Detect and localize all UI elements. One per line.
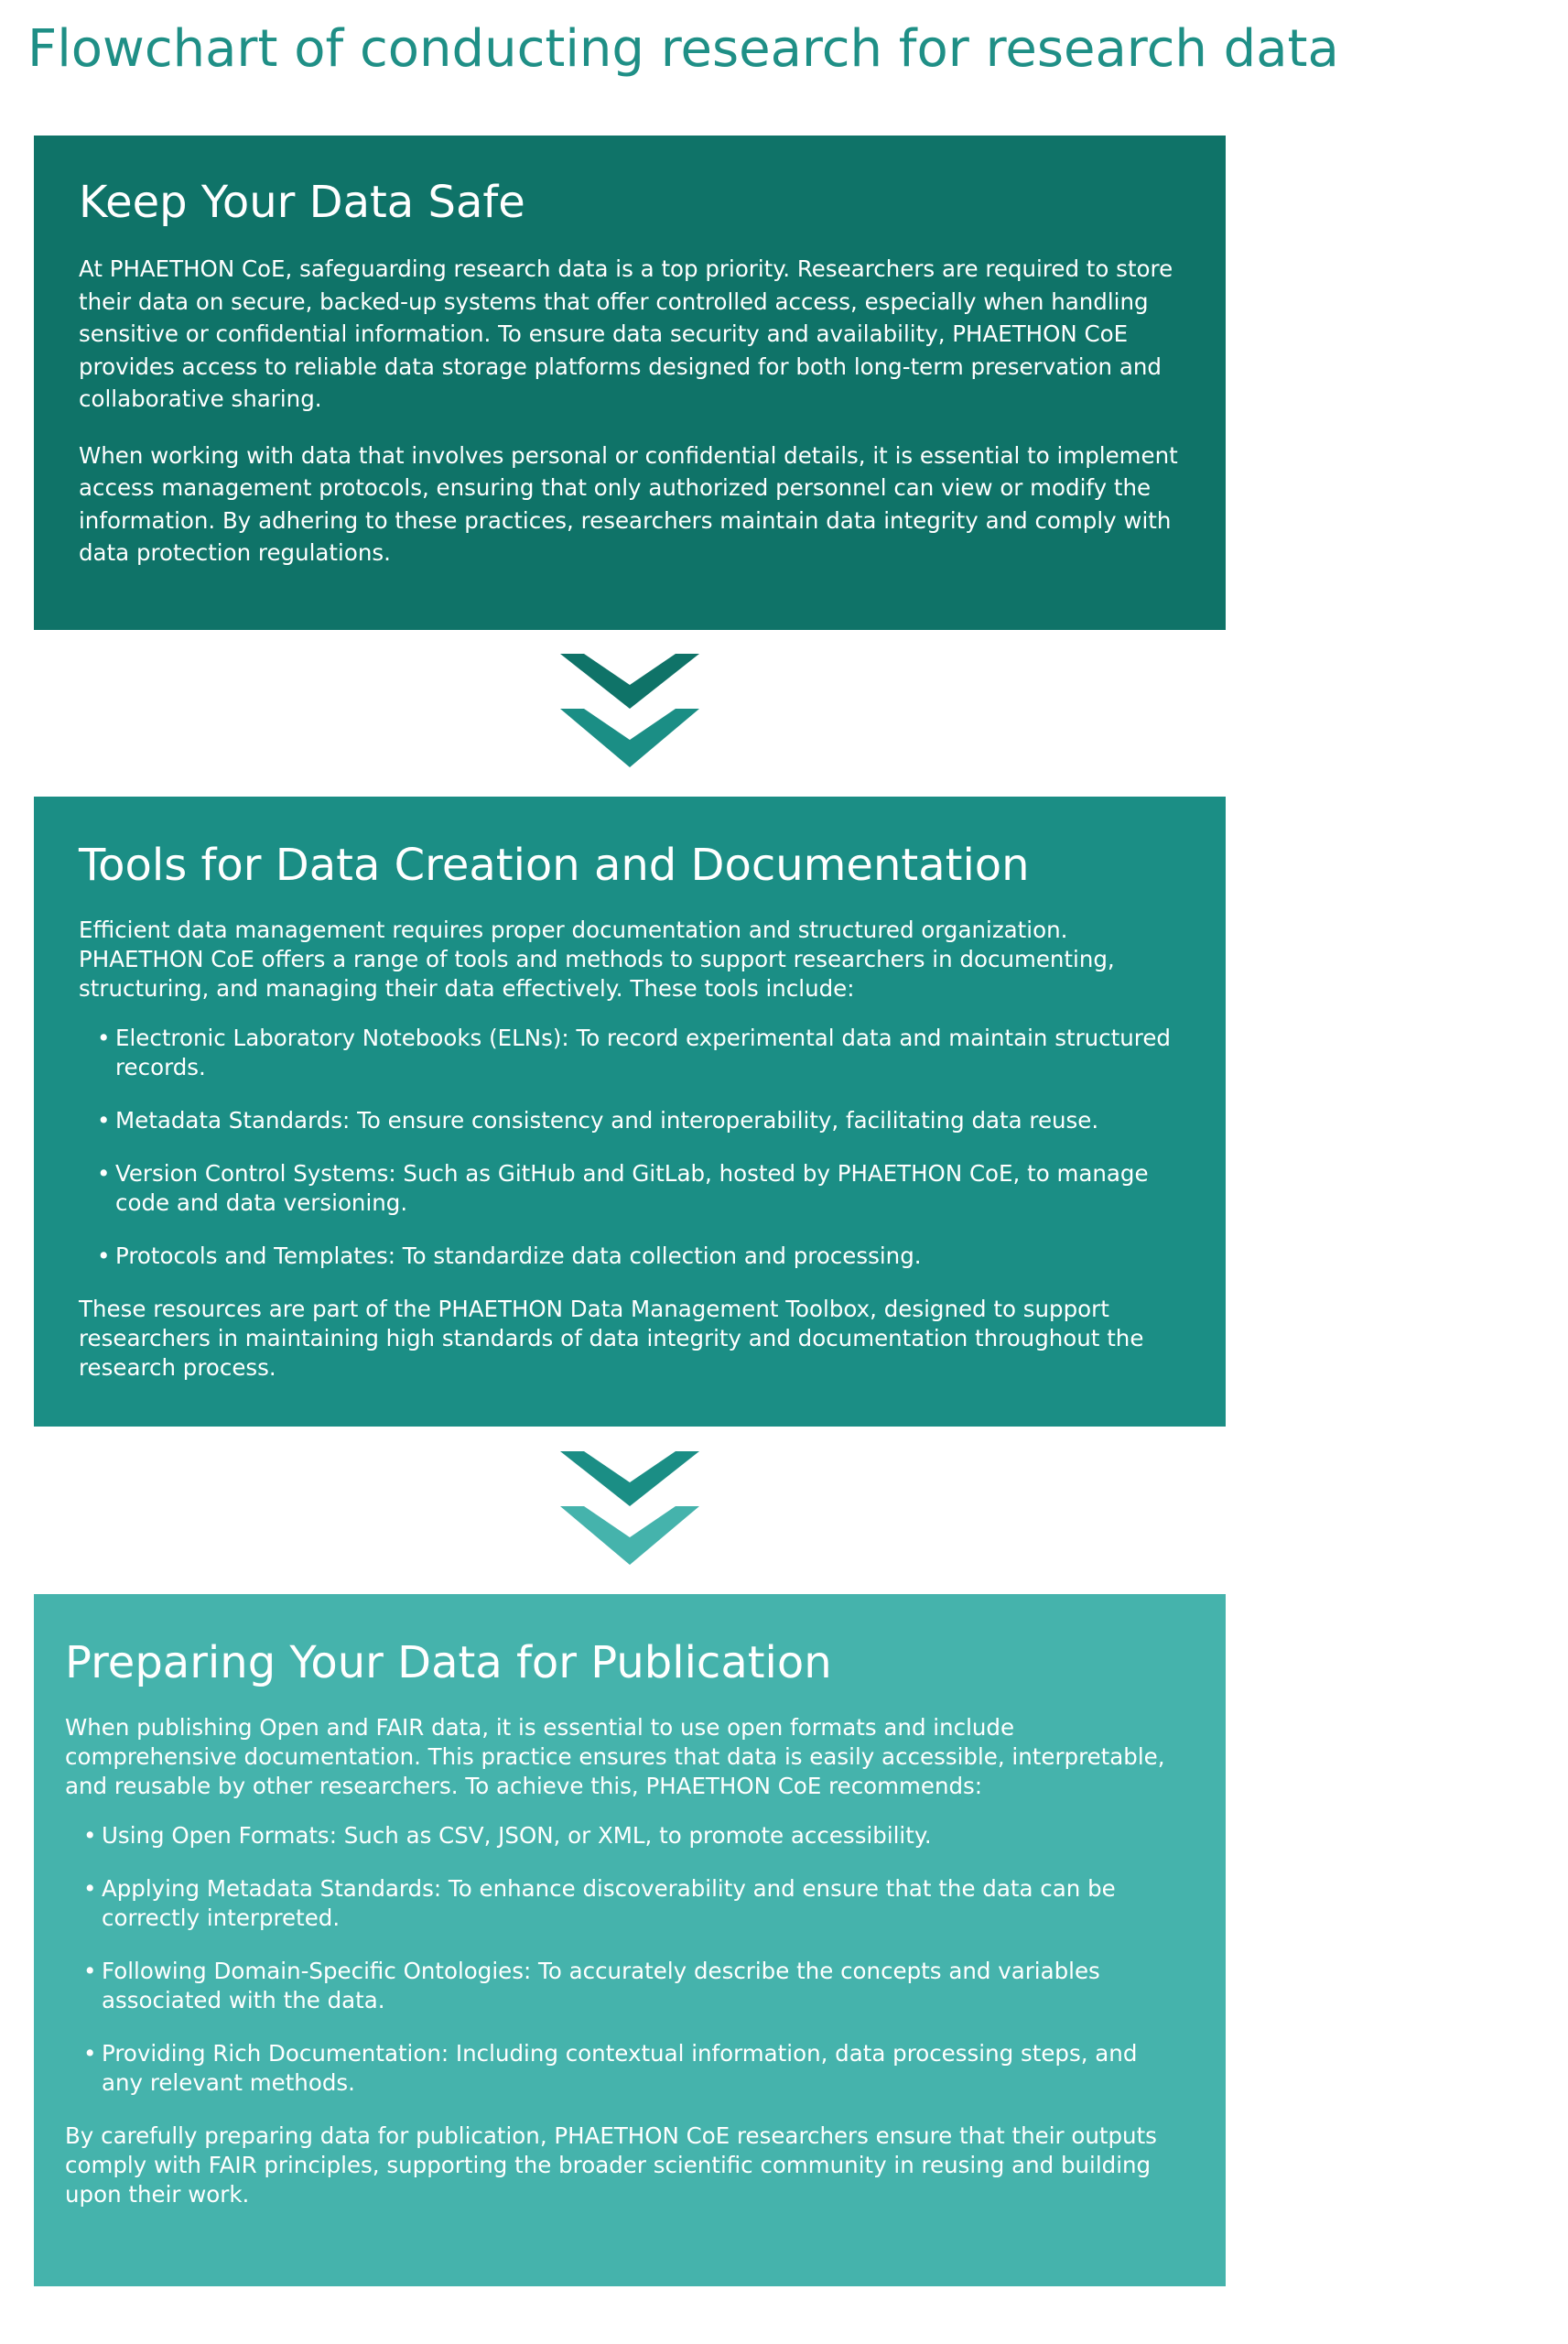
step-box-tools-documentation	[34, 797, 1226, 1427]
step-paragraph: At PHAETHON CoE, safeguarding research data is a top priority. Researchers are required to store their data on secure, backed-up systems that offer controlled access, especially when handling sensitive or confidential information. To ensure data security and availability, PHAETHON CoE provides access to reliable data storage platforms designed for both long-term preservation and collaborative sharing.	[79, 255, 1173, 412]
list-item	[83, 1874, 1182, 1933]
chevron-top-shape	[560, 1451, 699, 1506]
bullet-marker: •	[83, 1958, 97, 1984]
step-heading: Preparing Your Data for Publication	[65, 1637, 832, 1688]
bullet-marker: •	[83, 2040, 97, 2067]
step-intro: When publishing Open and FAIR data, it is essential to use open formats and include comprehensive documentation. This practice ensures that data is easily accessible, interpretable, and reusable by other researchers. To achieve this, PHAETHON CoE recommends:	[65, 1714, 1165, 1799]
list-item-text: Providing Rich Documentation: Including contextual information, data processing steps, and any relevant methods.	[102, 2040, 1138, 2096]
list-item	[97, 1106, 1182, 1135]
double-chevron-down-icon	[560, 654, 699, 771]
step-heading: Keep Your Data Safe	[79, 177, 525, 228]
list-item-text: Using Open Formats: Such as CSV, JSON, or XML, to promote accessibility.	[102, 1822, 932, 1849]
chevron-bottom-shape	[560, 709, 699, 767]
list-item-text: Version Control Systems: Such as GitHub and GitLab, hosted by PHAETHON CoE, to manage code and data versioning.	[115, 1160, 1149, 1216]
step-outro: By carefully preparing data for publication, PHAETHON CoE researchers ensure that their outputs comply with FAIR principles, supporting the broader scientific community in reusing and building upon their work.	[65, 2122, 1157, 2208]
chevron-bottom-shape	[560, 1506, 699, 1565]
list-item-text: Applying Metadata Standards: To enhance discoverability and ensure that the data can be correctly interpreted.	[102, 1875, 1116, 1931]
step-outro: These resources are part of the PHAETHON Data Management Toolbox, designed to support researchers in maintaining high standards of data integrity and documentation throughout the research process.	[79, 1296, 1144, 1381]
list-item	[97, 1159, 1182, 1218]
list-item	[97, 1024, 1182, 1082]
bullet-marker: •	[97, 1107, 111, 1134]
bullet-marker: •	[97, 1160, 111, 1187]
chevron-top-shape	[560, 654, 699, 709]
list-item-text: Protocols and Templates: To standardize data collection and processing.	[115, 1243, 922, 1269]
page-title: Flowchart of conducting research for research data	[27, 19, 1339, 79]
bullet-list	[65, 1821, 1182, 2098]
list-item-text: Following Domain-Specific Ontologies: To accurately describe the concepts and variables associated with the data.	[102, 1958, 1100, 2013]
bullet-marker: •	[83, 1822, 97, 1849]
list-item-text: Electronic Laboratory Notebooks (ELNs): To record experimental data and maintain structured records.	[115, 1025, 1171, 1080]
step-paragraph: When working with data that involves personal or confidential details, it is essential to implement access management protocols, ensuring that only authorized personnel can view or modify the information. By adhering to these practices, researchers maintain data integrity and comply with data protection regulations.	[79, 441, 1178, 566]
list-item	[83, 1957, 1182, 2015]
step-box-keep-data-safe	[34, 136, 1226, 630]
step-box-preparing-publication	[34, 1594, 1226, 2286]
bullet-list	[79, 1024, 1182, 1271]
double-chevron-down-icon	[560, 1451, 699, 1568]
bullet-marker: •	[97, 1025, 111, 1051]
list-item	[83, 1821, 1182, 1850]
list-item-text: Metadata Standards: To ensure consistency and interoperability, facilitating data reuse.	[115, 1107, 1099, 1134]
list-item	[83, 2039, 1182, 2098]
step-intro: Efficient data management requires proper documentation and structured organization. PHAETHON CoE offers a range of tools and methods to support researchers in documenting, structuring, and managing their data effectively. These tools include:	[79, 917, 1115, 1002]
step-heading: Tools for Data Creation and Documentation	[79, 840, 1030, 891]
list-item	[97, 1242, 1182, 1271]
bullet-marker: •	[83, 1875, 97, 1902]
bullet-marker: •	[97, 1243, 111, 1269]
